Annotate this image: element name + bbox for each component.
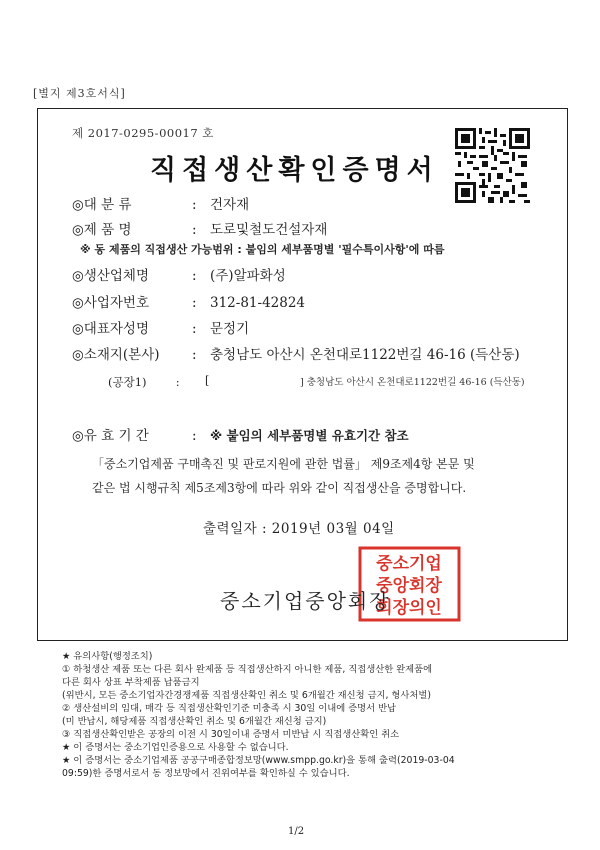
field-separator: : <box>192 347 197 363</box>
note-line: (미 반납시, 해당제품 직접생산확인 취소 및 6개월간 재신청 금지) <box>62 716 327 727</box>
field-company-name <box>72 264 286 284</box>
field-separator: : <box>192 197 197 213</box>
field-label: ◎사업자번호 <box>72 295 149 311</box>
factory-label: (공장1) : <box>108 375 180 389</box>
field-separator: : <box>192 295 197 311</box>
field-label: ◎제 품 명 <box>72 222 132 238</box>
field-value: 312-81-42824 <box>210 295 306 311</box>
field-value: ※ 붙임의 세부품명별 유효기간 참조 <box>210 428 409 443</box>
note-line: ★ 이 증명서는 중소기업제품 공공구매종합정보망(www.smpp.go.kr)을 통해 출력(2019-03-04 <box>62 755 455 766</box>
field-category <box>72 193 249 213</box>
field-business-number <box>72 291 305 311</box>
note-line: ② 생산설비의 임대, 매각 등 직접생산확인기준 미충족 시 30일 이내에 증명서 반납 <box>62 703 397 714</box>
scope-note: ※ 동 제품의 직접생산 가능범위 : 붙임의 세부품명별 '필수특이사항'에 따름 <box>80 243 445 256</box>
notes-section <box>62 650 562 780</box>
factory-bracket-open: [ <box>205 374 210 387</box>
field-label: ◎대 분 류 <box>72 197 132 213</box>
certificate-number: 제 2017-0295-00017 호 <box>72 126 214 140</box>
note-line: (위반시, 모든 중소기업자간경쟁제품 직접생산확인 취소 및 6개월간 재신청 금지, 형사처벌) <box>62 690 431 701</box>
factory-address: ] 충청남도 아산시 온천대로1122번길 46-16 (득산동) <box>300 377 525 388</box>
statement-line-2: 같은 법 시행규칙 제5조제3항에 따라 위와 같이 직접생산을 증명합니다. <box>92 481 467 495</box>
note-line: 다른 회사 상표 부착제품 납품금지 <box>62 677 200 688</box>
field-value: (주)알파화성 <box>210 268 286 284</box>
note-line: ③ 직접생산확인받은 공장의 이전 시 30일이내 증명서 미반납 시 직접생산확인 취소 <box>62 729 400 740</box>
notes-heading: ★ 유의사항(행정조치) <box>62 651 153 662</box>
field-separator: : <box>192 268 197 284</box>
field-label: ◎대표자성명 <box>72 321 149 337</box>
form-label: [별지 제3호서식] <box>33 87 126 100</box>
certificate-title: 직접생산확인증명서 <box>150 155 439 186</box>
field-head-office-address <box>72 343 520 363</box>
field-validity <box>72 424 409 444</box>
svg-text:회장의인: 회장의인 <box>376 598 442 618</box>
note-line: ★ 이 증명서는 중소기업인증용으로 사용할 수 없습니다. <box>62 742 289 753</box>
svg-text:중소기업: 중소기업 <box>376 554 442 574</box>
svg-text:중앙회장: 중앙회장 <box>376 576 442 596</box>
qr-code-icon <box>455 128 530 203</box>
field-value: 건자재 <box>210 197 250 213</box>
field-value: 충청남도 아산시 온천대로1122번길 46-16 (득산동) <box>210 347 520 363</box>
page-number: 1/2 <box>288 826 305 837</box>
field-separator: : <box>192 428 197 444</box>
field-label: ◎소재지(본사) <box>72 347 160 363</box>
field-value: 도로및철도건설자재 <box>210 222 328 238</box>
issue-date: 출력일자 : 2019년 03월 04일 <box>203 521 395 537</box>
note-line: 09:59)한 증명서로서 동 정보망에서 진위여부를 확인하실 수 있습니다. <box>62 768 350 779</box>
field-representative <box>72 317 249 337</box>
field-separator: : <box>192 222 197 238</box>
statement-line-1: 「중소기업제품 구매촉진 및 판로지원에 관한 법률」 제9조제4항 본문 및 <box>92 457 475 471</box>
field-separator: : <box>192 321 197 337</box>
field-label: ◎생산업체명 <box>72 268 149 284</box>
field-product-name <box>72 218 327 238</box>
field-value: 문정기 <box>210 321 250 337</box>
note-line: ① 하청생산 제품 또는 다른 회사 완제품 등 직접생산하지 아니한 제품, 직접생산한 완제품에 <box>62 664 433 675</box>
field-label: ◎유 효 기 간 <box>72 428 149 444</box>
issuer-name: 중소기업중앙회장 <box>220 589 391 613</box>
